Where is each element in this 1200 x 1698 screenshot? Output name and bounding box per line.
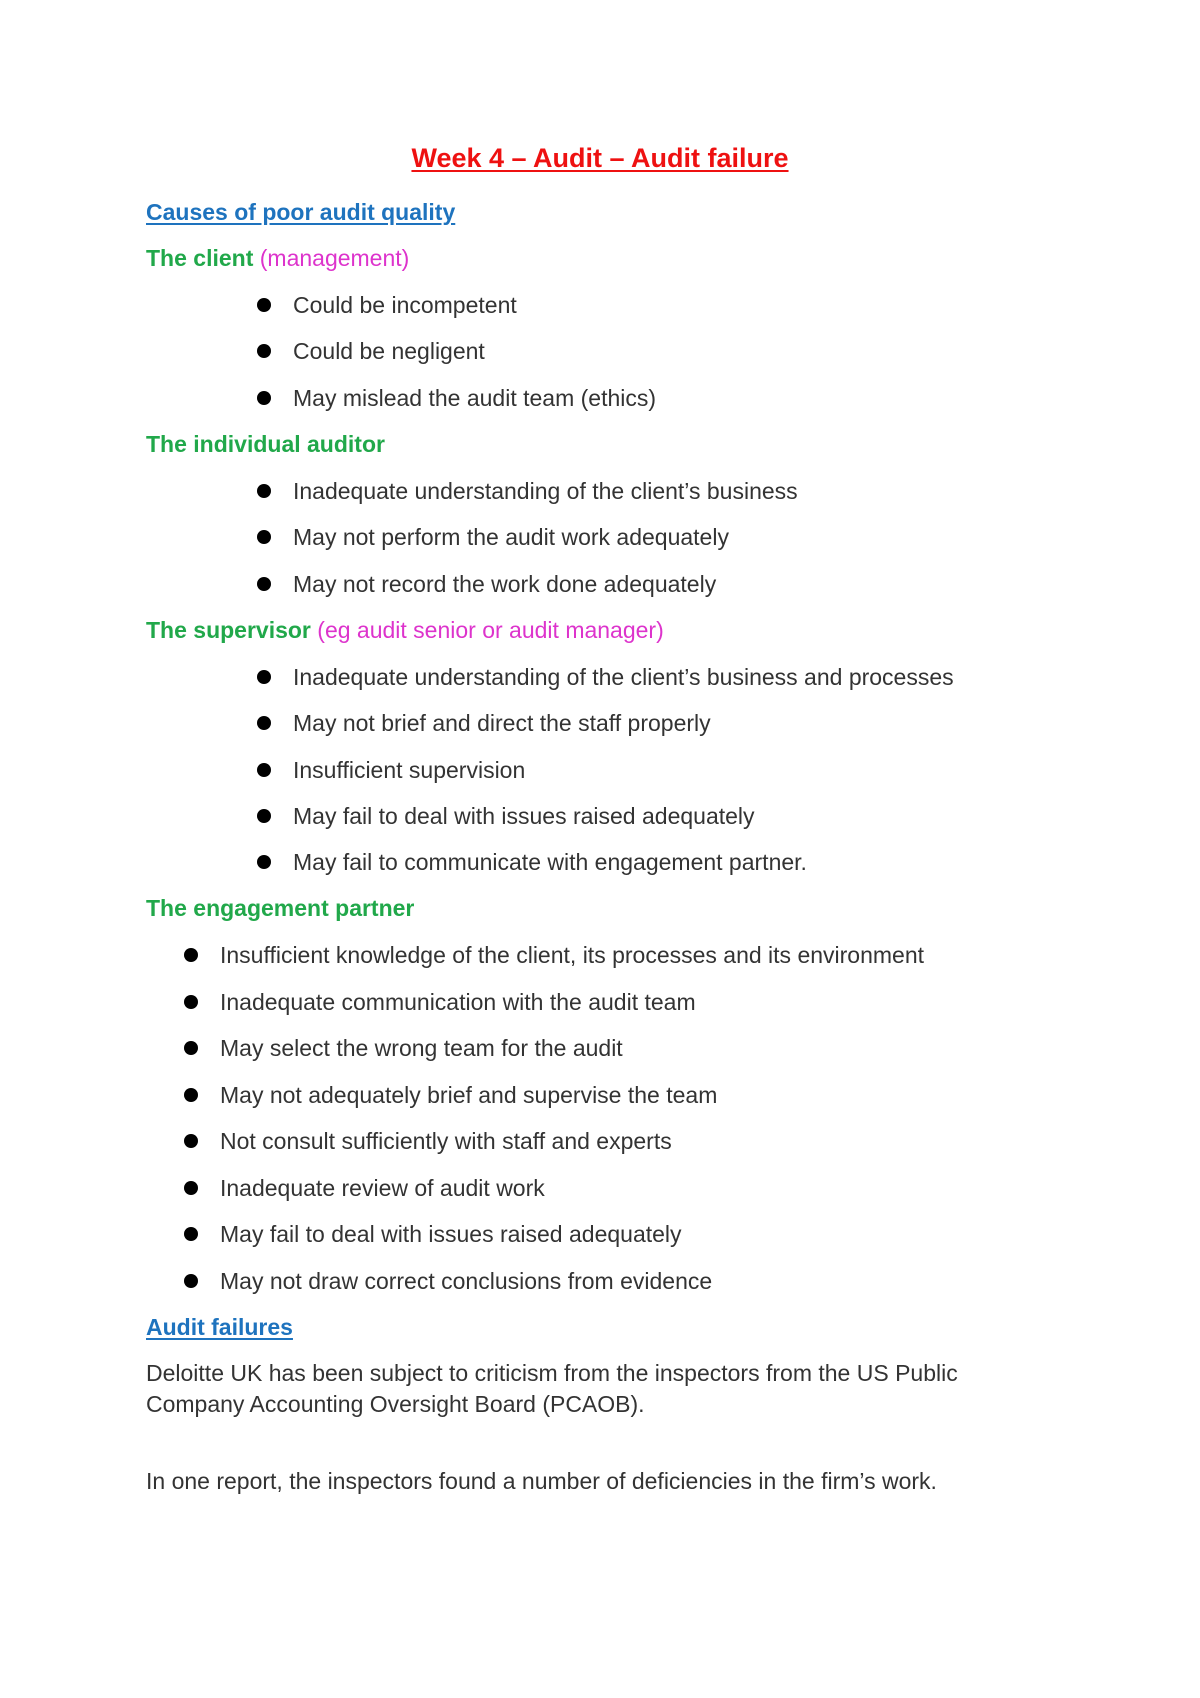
list-item-text: May fail to deal with issues raised adequately [293, 803, 755, 829]
bullet-icon [257, 391, 271, 405]
paragraph: Deloitte UK has been subject to criticism from the inspectors from the US Public Company Accounting Oversight Board (PCAOB). [146, 1360, 958, 1417]
list-item-text: Insufficient supervision [293, 757, 526, 783]
bullet-icon [184, 1227, 198, 1241]
group-heading-label: The supervisor [146, 617, 311, 643]
list-item-text: May mislead the audit team (ethics) [293, 385, 657, 411]
bullet-icon [184, 1274, 198, 1288]
list-item-text: May select the wrong team for the audit [220, 1035, 623, 1061]
group-heading-client [146, 243, 409, 273]
bullet-icon [184, 1134, 198, 1148]
list-item-text: May fail to deal with issues raised adequately [220, 1221, 682, 1247]
group-heading-aside: (eg audit senior or audit manager) [317, 617, 664, 643]
bullet-icon [257, 298, 271, 312]
document-title: Week 4 – Audit – Audit failure [411, 143, 789, 173]
bullet-icon [257, 809, 271, 823]
bullet-icon [257, 716, 271, 730]
bullet-icon [257, 577, 271, 591]
list-item-text: Could be negligent [293, 338, 485, 364]
list-item-text: Inadequate communication with the audit team [220, 989, 696, 1015]
list-item-text: Inadequate review of audit work [220, 1175, 545, 1201]
list-item-text: Inadequate understanding of the client’s business and processes [293, 664, 954, 690]
list-item-text: May not draw correct conclusions from evidence [220, 1268, 713, 1294]
bullet-icon [257, 484, 271, 498]
bullet-icon [184, 1181, 198, 1195]
section-heading-causes: Causes of poor audit quality [146, 199, 456, 225]
bullet-icon [257, 763, 271, 777]
list-item-text: May not record the work done adequately [293, 571, 717, 597]
list-item-text: May not brief and direct the staff properly [293, 710, 711, 736]
section-heading-audit-failures: Audit failures [146, 1314, 293, 1340]
bullet-icon [184, 995, 198, 1009]
list-item-text: Not consult sufficiently with staff and experts [220, 1128, 672, 1154]
bullet-icon [184, 1041, 198, 1055]
list-item-text: Could be incompetent [293, 292, 517, 318]
list-item-text: Inadequate understanding of the client’s business [293, 478, 798, 504]
group-heading-individual-auditor [146, 429, 385, 459]
group-heading-label: The client [146, 245, 254, 271]
bullet-icon [257, 670, 271, 684]
group-heading-engagement-partner [146, 893, 414, 923]
group-heading-label: The engagement partner [146, 895, 415, 921]
list-item-text: Insufficient knowledge of the client, its processes and its environment [220, 942, 925, 968]
group-heading-aside: (management) [259, 245, 410, 271]
paragraph: In one report, the inspectors found a number of deficiencies in the firm’s work. [146, 1468, 937, 1494]
bullet-icon [257, 855, 271, 869]
group-heading-label: The individual auditor [146, 431, 385, 457]
bullet-icon [257, 344, 271, 358]
bullet-icon [184, 1088, 198, 1102]
bullet-icon [257, 530, 271, 544]
list-item-text: May fail to communicate with engagement partner. [293, 849, 807, 875]
list-item-text: May not adequately brief and supervise the team [220, 1082, 718, 1108]
group-heading-supervisor [146, 615, 664, 645]
bullet-icon [184, 948, 198, 962]
list-item-text: May not perform the audit work adequately [293, 524, 729, 550]
